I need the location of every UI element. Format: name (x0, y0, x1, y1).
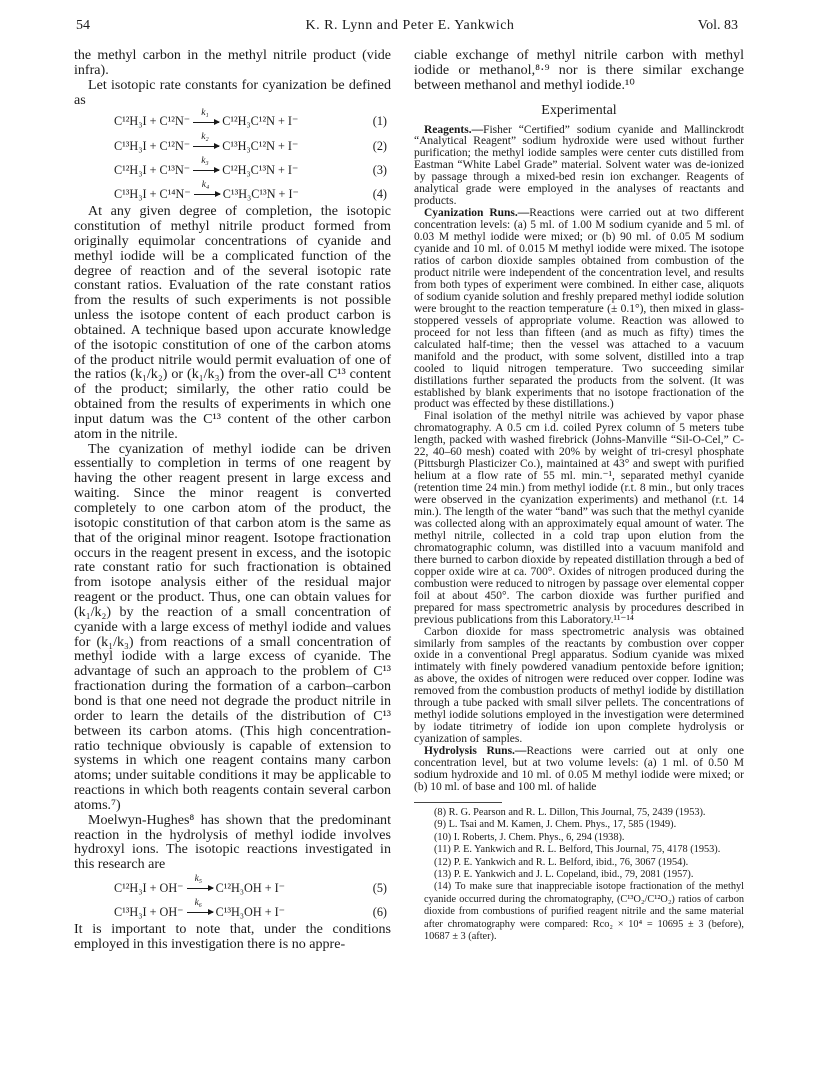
paragraph: At any given degree of completion, the isotopic constitution of methyl nitrile product formed from originally equimolar concentrations of cyanide and methyl iodide will be a complicated function of the degree of reaction and of the several isotopic rate constant ratios. Evaluation of the rate constant ratios from the results of such experiments is not possible unless the isotope content of each product carbon is obtained. A technique based upon accurate knowledge of the isotopic constitution of one of the carbon atoms of the product nitrile would permit evaluation of one of the ratios (k₁/k₂) or (k₁/k₃) from the over-all C¹³ content of the product; similarly, the other ratio could be obtained from the results of experiments in which one input datum was the C¹³ content of the other carbon atom in the nitrile. (74, 203, 391, 442)
paragraph-text: Fisher “Certified” sodium cyanide and Mallinckrodt “Analytical Reagent” sodium hydroxide were used without further purification; the methyl iodide samples were center cuts distilled from Eastman “White Label Grade” material. Solvent water was de-ionized by passage through a mixed-bed resin ion exchanger. Reagents of analytical grade were employed in the analyses of reactants and products. (414, 123, 744, 208)
equation-number: (6) (372, 905, 387, 920)
equation-reactants: C¹²H₃I + OH⁻ (114, 881, 184, 896)
paragraph-reagents (414, 125, 744, 209)
paragraph: The cyanization of methyl iodide can be driven essentially to completion in terms of one reagent by having the other reagent present in large excess and waiting. Since the minor reagent is converted completely to one carbon atom of the product, the isotopic constitution of that carbon atom is the same as that of the original minor reagent. Isotope fractionation occurs in the reagent present in excess, and the isotopic rate constant ratio for such fractionation is obtained from isotope analysis either of the residual major reagent or the product. Thus, one can obtain values for (k₁/k₂) by the reaction of a small concentration of cyanide with a large excess of methyl iodide and values for (k₁/k₃) from reactions of a small concentration of methyl iodide with a large excess of cyanide. The advantage of such an approach to the problem of C¹³ fractionation during the formation of a carbon–carbon bond is that one need not degrade the product nitrile in order to learn the details of the distribution of C¹³ between its carbon atoms. (This high concentration-ratio technique obviously is capable of extension to systems in which one reagent contains many carbon atoms; under suitable conditions it may be applicable to reactions in which both reagents contain several carbon atoms.⁷) (74, 440, 391, 813)
footnotes (414, 807, 744, 943)
running-head-authors: K. R. Lynn and Peter E. Yankwich (305, 18, 515, 33)
paragraph-cyanization (414, 208, 744, 411)
rate-constant: k₆ (194, 898, 203, 909)
paragraph: ciable exchange of methyl nitrile carbon with methyl iodide or methanol,⁸·⁹ nor is there similar exchange between methanol and methyl iodide.¹⁰ (414, 47, 744, 93)
section-heading: Experimental (541, 102, 617, 118)
footnote: (13) P. E. Yankwich and J. L. Copeland, ibid., 79, 2081 (1957). (434, 868, 694, 880)
equation-number: (5) (372, 881, 387, 896)
equation-reactants: C¹³H₃I + OH⁻ (114, 905, 184, 920)
equation-reactants: C¹²H₃I + C¹²N⁻ (114, 114, 191, 129)
footnote: (10) I. Roberts, J. Chem. Phys., 6, 294 (1938). (434, 831, 625, 843)
equation-reactants: C¹²H₃I + C¹³N⁻ (114, 162, 191, 177)
right-column (414, 48, 744, 943)
paragraph: the methyl carbon in the methyl nitrile product (vide infra). (74, 47, 391, 78)
equation-4 (74, 180, 391, 204)
run-in-heading: Reagents.— (424, 123, 484, 136)
reaction-arrow (187, 898, 213, 914)
footnote: (11) P. E. Yankwich and R. L. Belford, This Journal, 75, 4178 (1953). (434, 844, 721, 856)
left-column (74, 48, 391, 952)
rate-constant: k₂ (201, 131, 209, 142)
equation-number: (1) (372, 114, 387, 129)
equation-5 (74, 874, 391, 898)
equation-3 (74, 156, 391, 180)
rate-constant: k₄ (201, 180, 210, 191)
paragraph: Let isotopic rate constants for cyanization be defined as (74, 76, 391, 108)
rate-constant: k₃ (201, 155, 209, 166)
equation-reactants: C¹³H₃I + C¹⁴N⁻ (114, 186, 191, 201)
paragraph: Carbon dioxide for mass spectrometric analysis was obtained similarly from samples of the reactants by combustion over copper oxide in a conventional Pregl apparatus. Sodium cyanide was mixed intimately with finely powdered vanadium pentoxide before ignition; as above, the oxides of nitrogen were reduced over copper. Iodine was removed from the combustion products of methyl iodide by distillation through a tube packed with small silver pellets. The concentrations of methyl iodide solutions employed in the investigation were determined by iodate titrimetry of iodide ion upon complete hydrolysis or cyanization of samples. (414, 625, 744, 746)
equation-2 (74, 132, 391, 156)
equation-6 (74, 898, 391, 922)
reaction-arrow (193, 107, 219, 124)
footnote: (8) R. G. Pearson and R. L. Dillon, This Journal, 75, 2439 (1953). (434, 806, 706, 818)
reaction-arrow (194, 180, 220, 196)
reaction-arrow (193, 131, 219, 148)
rate-constant: k₅ (194, 874, 203, 885)
equation-products: C¹²H₃C¹³N + I⁻ (222, 162, 299, 177)
footnote: (12) P. E. Yankwich and R. L. Belford, ibid., 76, 3067 (1954). (434, 856, 689, 868)
equation-1 (74, 107, 391, 131)
equation-reactants: C¹³H₃I + C¹²N⁻ (114, 138, 191, 153)
paragraph-text: Reactions were carried out at only one concentration level, but at two volume levels: (a) 1 ml. of 0.50 M sodium hydroxide and 10 ml. of 0.05 M methyl iodide were mixed; or (b) 10 ml. of base and 100 ml. of halide (414, 745, 745, 793)
equation-products: C¹³H₃OH + I⁻ (215, 905, 286, 920)
equation-number: (2) (372, 138, 387, 153)
paragraph-hydrolysis (414, 746, 744, 794)
page-number: 54 (76, 18, 90, 33)
equation-number: (4) (372, 186, 387, 201)
footnote: (14) To make sure that inappreciable isotope fractionation of the methyl cyanide occurred during the chromatography, (C¹³O₂/C¹²O₂) ratios of carbon dioxide from combustions of purified reagent nitrile and the same material after chromatography were compared: Rco₂ × 10⁴ = 10695 ± 3 (before), 10687 ± 3 (after). (424, 881, 744, 942)
reaction-arrow (193, 155, 219, 172)
run-in-heading: Hydrolysis Runs.— (424, 745, 527, 758)
reaction-arrow (187, 874, 213, 890)
equation-products: C¹²H₃OH + I⁻ (215, 881, 286, 896)
volume-label: Vol. 83 (697, 18, 738, 33)
rate-constant: k₁ (201, 107, 209, 118)
footnote-rule (414, 802, 502, 803)
paragraph-text: Reactions were carried out at two different concentration levels: (a) 5 ml. of 1.00 M sodium cyanide and 5 ml. of 0.03 M methyl iodide were mixed; or (b) 90 ml. of 0.05 M sodium cyanide and 10 ml. of 0.015 M methyl iodide were mixed. The isotope ratios of carbon dioxide samples obtained from combustion of the product nitrile were independent of the concentration level, and results from both types of experiment were combined. In either case, aliquots of sodium cyanide solution and freshly prepared methyl iodide solution were brought to the reaction temperature (± 0.1°), then mixed in glass-stoppered vessels of appropriate volume. Reaction was allowed to proceed for not less than fifteen (and as much as fifty) times the calculated half-time; then the vessel was attached to a vacuum manifold and the product, with some solvent, distilled into a trap cooled to liquid nitrogen temperature. Two succeeding similar distillations further separated the products from the solvent. (It was established by blank experiments that no isotope fractionation of the product was effected by these distillations.) (414, 207, 744, 411)
paragraph: Final isolation of the methyl nitrile was achieved by vapor phase chromatography. A 0.5 cm i.d. coiled Pyrex column of 5 meters tube length, packed with washed firebrick (Johns-Manville “Sil-O-Cel,” C-22, 40–60 mesh) coated with 20% by weight of tri-cresyl phosphate (Pittsburgh Plasticizer Co.), maintained at 43° and swept with purified helium at a flow rate of 55 ml. min.⁻¹, separated methyl cyanide (retention time 24 min.) from methyl iodide (r.t. 8 min., but only traces were observed in the cyanization experiments) and methanol (r.t. 14 min.). The length of the water “band” was such that the methyl cyanide was collected along with an approximately equal amount of water. The methyl nitrile, collected in a cold trap upon elution from the chromatographic column, was distilled into a vacuum manifold and there burned to carbon dioxide by repeated distillation through a bed of copper oxide wire at ca. 700°. Oxides of nitrogen produced during the combustion were reduced to nitrogen by passage over elemental copper foil at about 450°. The carbon dioxide was further purified and prepared for mass spectrometric analysis by procedures described in previous publications from this Laboratory.¹¹⁻¹⁴ (414, 410, 744, 626)
paragraph: Moelwyn-Hughes⁸ has shown that the predominant reaction in the hydrolysis of methyl iodide involves hydroxyl ions. The isotopic reactions investigated in this research are (74, 811, 391, 873)
paragraph: It is important to note that, under the conditions employed in this investigation there is no appre- (74, 921, 391, 953)
equation-number: (3) (372, 162, 387, 177)
footnote: (9) L. Tsai and M. Kamen, J. Chem. Phys., 17, 585 (1949). (434, 819, 677, 831)
equation-products: C¹³H₃C¹³N + I⁻ (222, 186, 299, 201)
run-in-heading: Cyanization Runs.— (424, 207, 530, 220)
equation-products: C¹³H₃C¹²N + I⁻ (222, 138, 299, 153)
equation-products: C¹²H₃C¹²N + I⁻ (222, 114, 299, 129)
